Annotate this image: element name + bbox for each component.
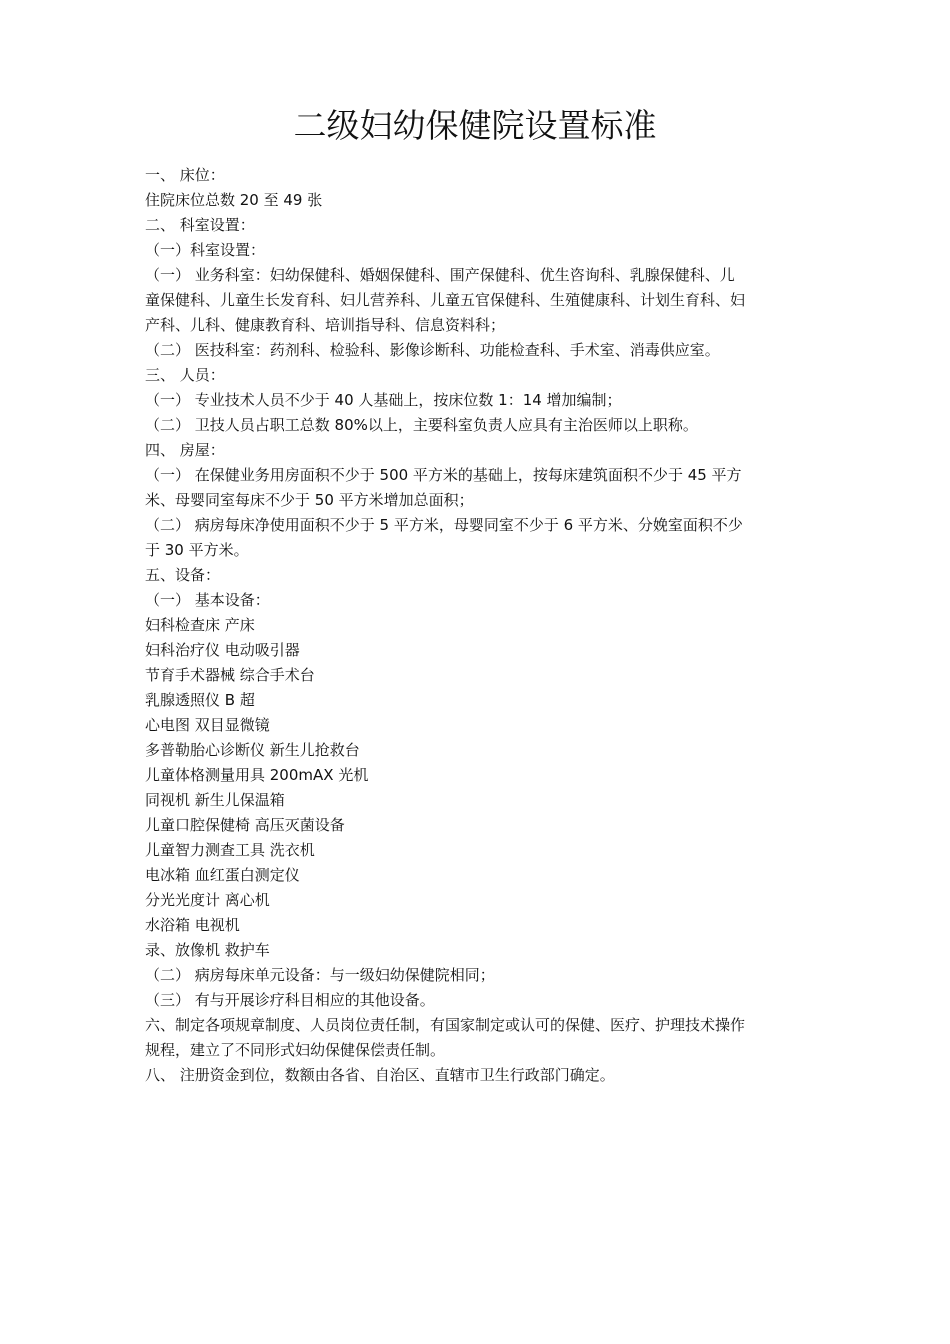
text-line: 五、设备： (145, 566, 221, 584)
text-line: 四、 房屋： (145, 441, 225, 459)
text-line: 产科、儿科、健康教育科、培训指导科、信息资料科； (145, 316, 506, 334)
text-line: 节育手术器械 综合手术台 (145, 666, 315, 684)
text-line: 儿童体格测量用具 200mAX 光机 (145, 766, 369, 784)
text-line: （二） 病房每床单元设备：与一级妇幼保健院相同； (145, 966, 495, 984)
text-line: （一） 基本设备： (145, 591, 270, 609)
text-line: （二） 病房每床净使用面积不少于 5 平方米，母婴同室不少于 6 平方米、分娩室面积不少 (145, 516, 743, 534)
text-line: （一） 在保健业务用房面积不少于 500 平方米的基础上，按每床建筑面积不少于 45 平方 (145, 466, 742, 484)
text-line: 妇科治疗仪 电动吸引器 (145, 641, 300, 659)
text-line: 三、 人员： (145, 366, 225, 384)
text-line: （一） 业务科室：妇幼保健科、婚姻保健科、围产保健科、优生咨询科、乳腺保健科、儿 (145, 266, 735, 284)
text-line: 六、制定各项规章制度、人员岗位责任制，有国家制定或认可的保健、医疗、护理技术操作 (145, 1016, 746, 1034)
text-line: 童保健科、儿童生长发育科、妇儿营养科、儿童五官保健科、生殖健康科、计划生育科、妇 (145, 291, 746, 309)
text-line: 妇科检查床 产床 (145, 616, 255, 634)
text-line: （三） 有与开展诊疗科目相应的其他设备。 (145, 991, 435, 1009)
document-title: 二级妇幼保健院设置标准 (293, 106, 657, 145)
text-line: （一）科室设置： (145, 241, 266, 259)
text-line: 儿童口腔保健椅 高压灭菌设备 (145, 816, 345, 834)
text-line: 住院床位总数 20 至 49 张 (145, 191, 323, 209)
document-body (145, 163, 810, 1088)
text-line: 同视机 新生儿保温箱 (145, 791, 285, 809)
text-line: 录、放像机 救护车 (145, 941, 270, 959)
text-line: 八、 注册资金到位，数额由各省、自治区、直辖市卫生行政部门确定。 (145, 1066, 615, 1084)
text-line: 电冰箱 血红蛋白测定仪 (145, 866, 300, 884)
text-line: 儿童智力测查工具 洗衣机 (145, 841, 315, 859)
text-line: （二） 卫技人员占职工总数 80%以上，主要科室负责人应具有主治医师以上职称。 (145, 416, 698, 434)
text-line: 于 30 平方米。 (145, 541, 249, 559)
text-line: 二、 科室设置： (145, 216, 255, 234)
text-line: 一、 床位： (145, 166, 225, 184)
text-line: 心电图 双目显微镜 (145, 716, 270, 734)
text-line: 多普勒胎心诊断仪 新生儿抢救台 (145, 741, 360, 759)
text-line: 乳腺透照仪 B 超 (145, 691, 255, 709)
text-line: 米、母婴同室每床不少于 50 平方米增加总面积； (145, 491, 474, 509)
text-line: 分光光度计 离心机 (145, 891, 270, 909)
text-line: 水浴箱 电视机 (145, 916, 240, 934)
text-line: （一） 专业技术人员不少于 40 人基础上，按床位数 1：14 增加编制； (145, 391, 622, 409)
text-line: （二） 医技科室：药剂科、检验科、影像诊断科、功能检查科、手术室、消毒供应室。 (145, 341, 720, 359)
text-line: 规程，建立了不同形式妇幼保健保偿责任制。 (145, 1041, 446, 1059)
